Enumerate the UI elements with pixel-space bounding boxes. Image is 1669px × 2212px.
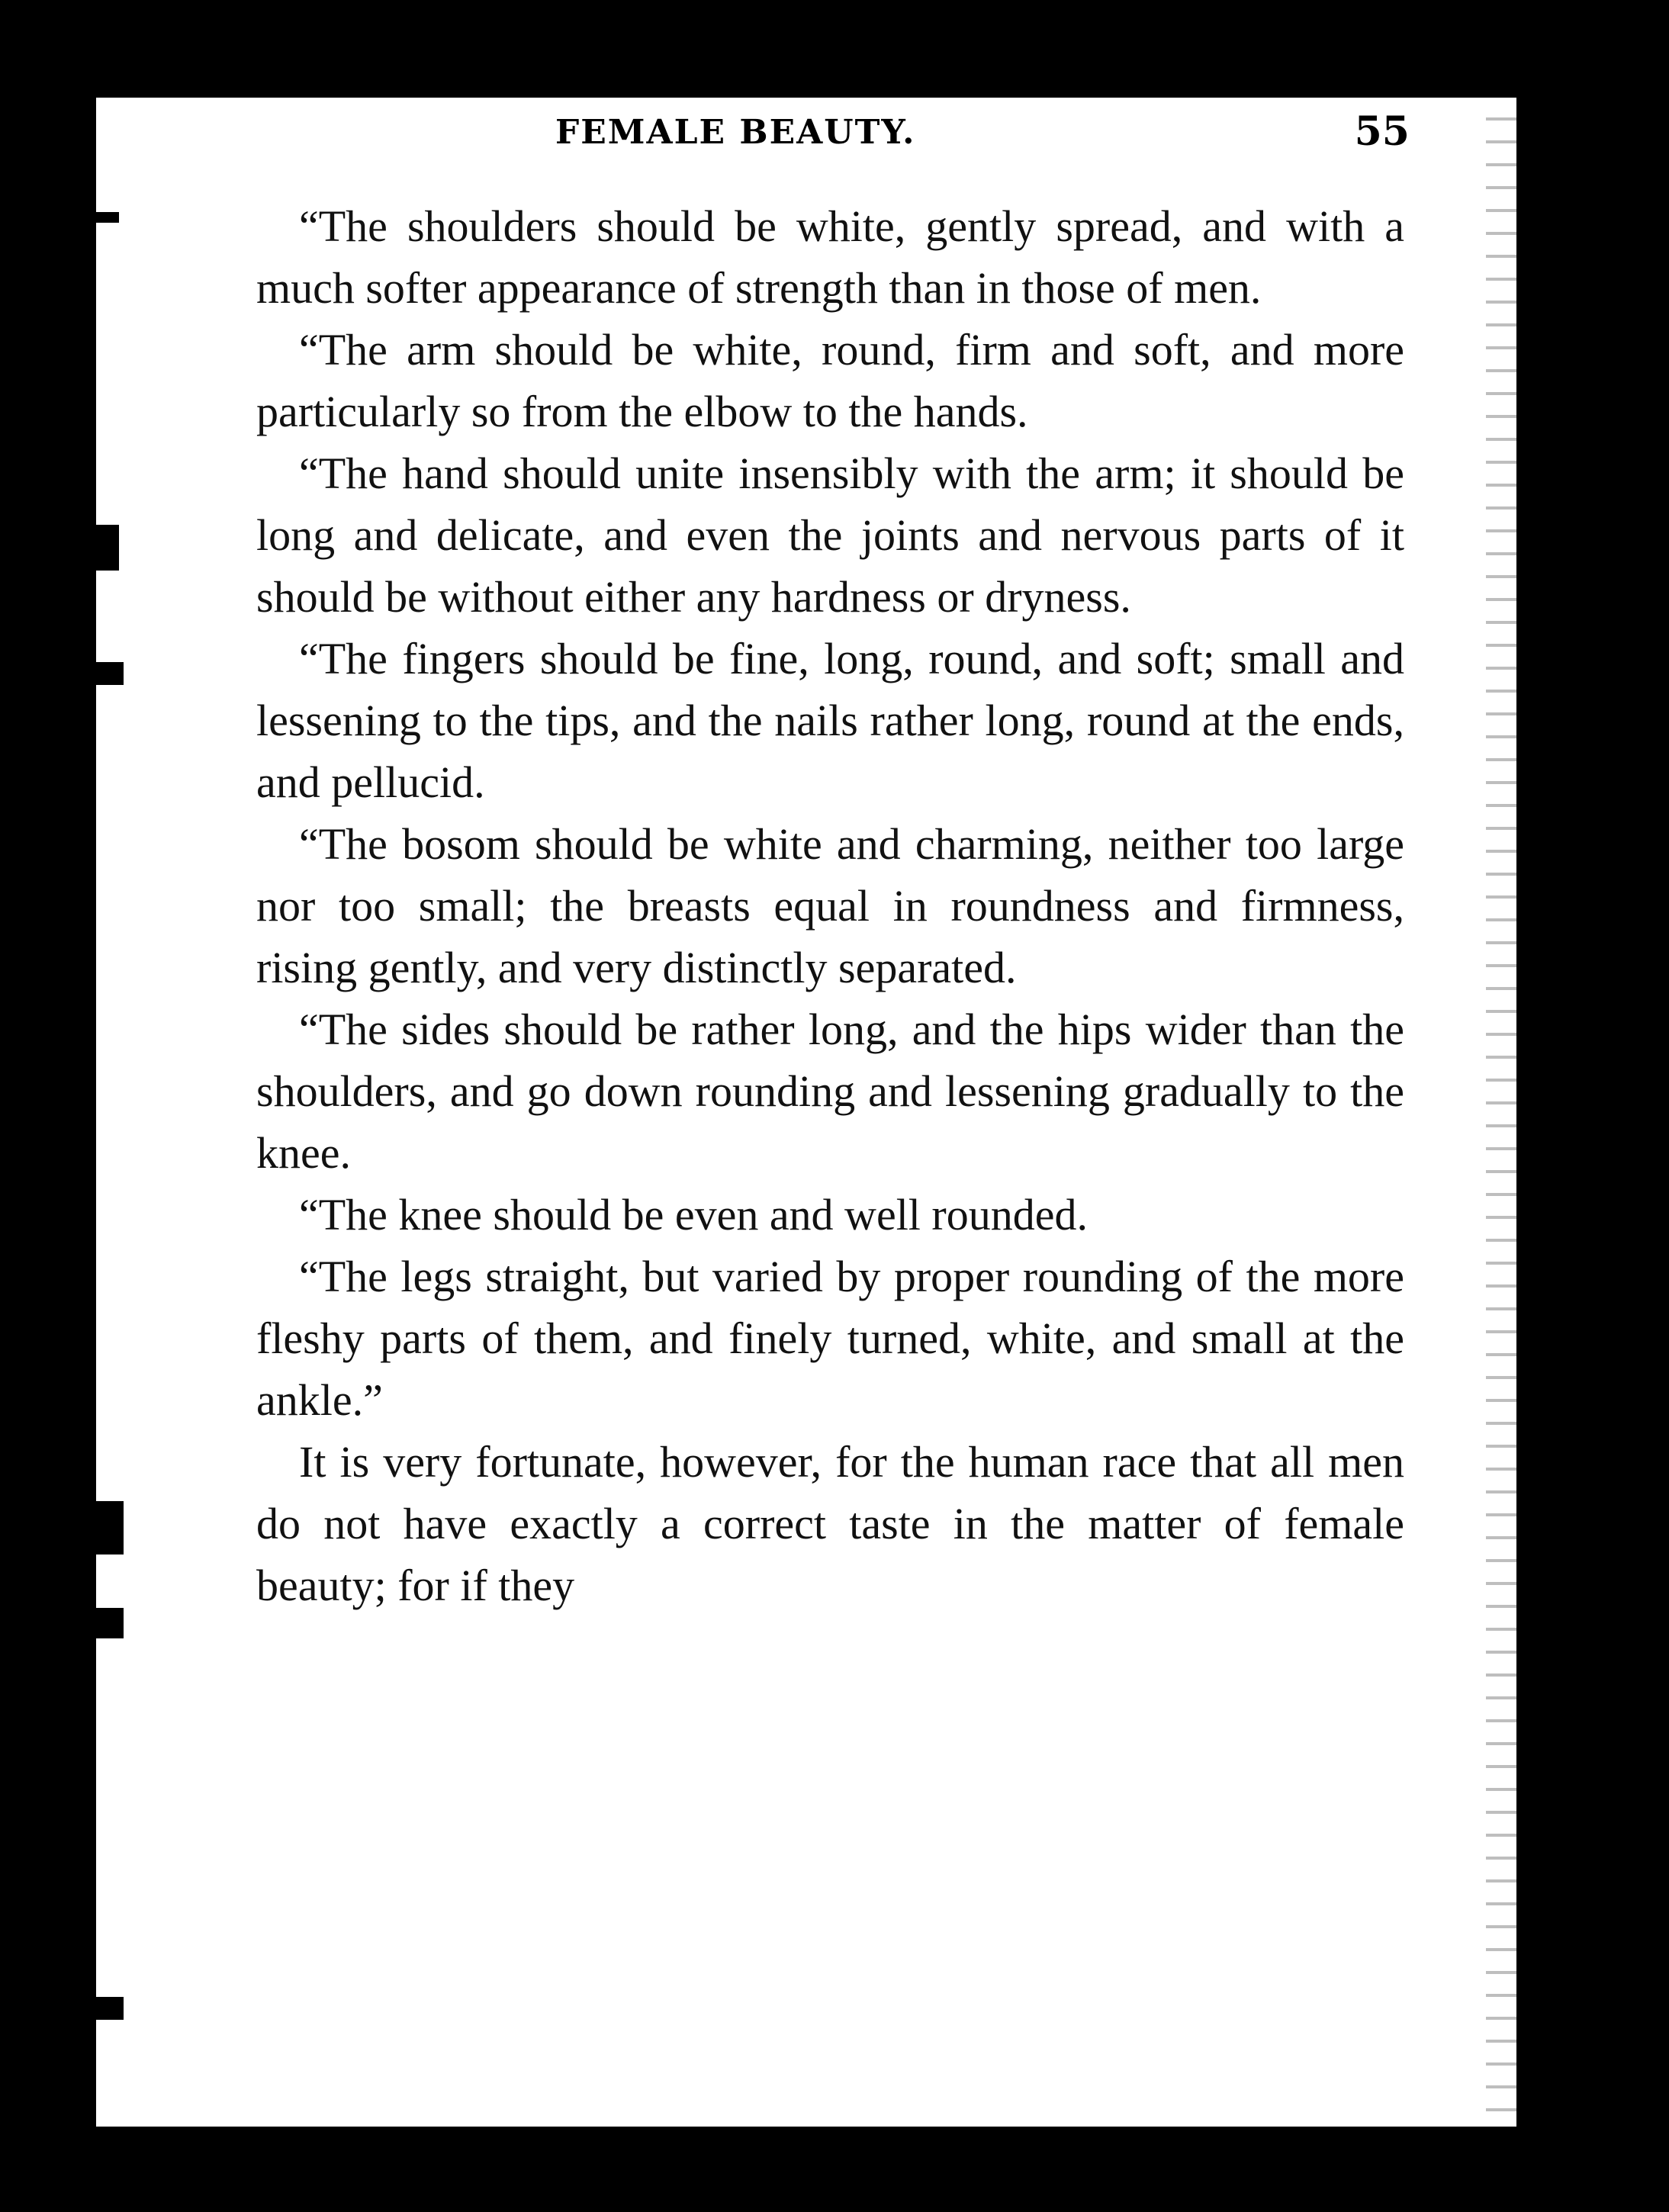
paragraph: “The arm should be white, round, firm and soft, and more particularly so from the elbow to the hands. (256, 325, 1404, 436)
paragraph: “The fingers should be fine, long, round, and soft; small and lessening to the tips, and the nails rather long, round at the ends, and pellucid. (256, 634, 1404, 807)
paragraph: It is very fortunate, however, for the human race that all men do not have exactly a correct taste in the matter of female beauty; for if they (256, 1437, 1404, 1610)
binding-mark (90, 1501, 124, 1555)
paragraph: “The bosom should be white and charming, neither too large nor too small; the breasts equal in roundness and firmness, rising gently, and very distinctly separated. (256, 819, 1404, 992)
binding-mark (88, 212, 119, 223)
binding-edge (82, 98, 124, 2127)
binding-mark (90, 662, 124, 685)
paragraph: “The legs straight, but varied by proper rounding of the more fleshy parts of them, and finely turned, white, and small at the ankle.” (256, 1252, 1404, 1425)
paragraph: “The knee should be even and well rounded. (299, 1190, 1088, 1239)
paragraph: “The sides should be rather long, and the hips wider than the shoulders, and go down rounding and lessening gradually to the knee. (256, 1005, 1404, 1178)
book-page (82, 90, 1516, 2127)
binding-mark (93, 525, 119, 571)
page-number: 55 (1354, 108, 1410, 155)
binding-mark (90, 1608, 124, 1638)
binding-mark (90, 1997, 124, 2020)
page-edge (1486, 98, 1516, 2127)
paragraph: “The shoulders should be white, gently spread, and with a much softer appearance of strength than in those of men. (256, 201, 1404, 313)
paragraph: “The hand should unite insensibly with the arm; it should be long and delicate, and even the joints and nervous parts of it should be without either any hardness or dryness. (256, 449, 1404, 622)
body-text (256, 195, 1404, 1616)
running-head: FEMALE BEAUTY. (555, 113, 916, 152)
